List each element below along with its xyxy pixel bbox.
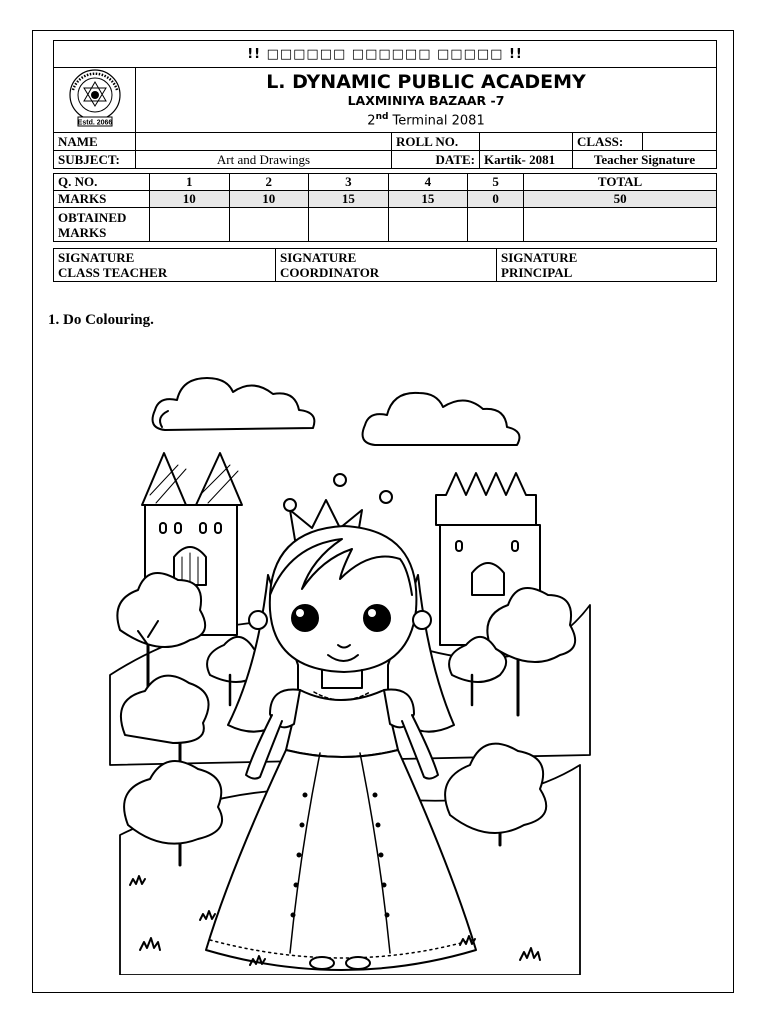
- marks-cell: 10: [150, 191, 230, 208]
- obtained-cell[interactable]: [524, 208, 717, 242]
- qno-label: Q. NO.: [54, 174, 150, 191]
- q-header: 2: [229, 174, 309, 191]
- logo-estd: Estd. 2066: [77, 119, 112, 127]
- terminal-title: 2nd Terminal 2081: [367, 111, 485, 129]
- school-name: L. DYNAMIC PUBLIC ACADEMY: [266, 70, 586, 93]
- roll-label: ROLL NO.: [392, 133, 480, 151]
- date-label: DATE:: [392, 151, 480, 169]
- marks-label: MARKS: [54, 191, 150, 208]
- subject-value: Art and Drawings: [136, 151, 392, 169]
- sig-principal: SIGNATURE PRINCIPAL: [497, 249, 717, 282]
- school-address: LAXMINIYA BAZAAR -7: [347, 92, 505, 108]
- header-table: [53, 40, 717, 169]
- name-label: NAME: [54, 133, 136, 151]
- q-header: 3: [309, 174, 389, 191]
- motto: !! □□□□□□ □□□□□□ □□□□□ !!: [54, 41, 717, 68]
- question-1: 1. Do Colouring.: [48, 312, 154, 328]
- signature-table: [53, 248, 717, 282]
- class-label: CLASS:: [573, 133, 643, 151]
- school-logo: [54, 68, 136, 133]
- marks-table: [53, 173, 717, 242]
- logo-emblem-icon: [64, 68, 126, 128]
- name-field[interactable]: [136, 133, 392, 151]
- marks-cell: 15: [309, 191, 389, 208]
- q-header: 1: [150, 174, 230, 191]
- roll-field[interactable]: [480, 133, 573, 151]
- date-value: Kartik- 2081: [480, 151, 573, 169]
- total-marks: 50: [524, 191, 717, 208]
- marks-cell: 15: [388, 191, 468, 208]
- marks-cell: 0: [468, 191, 524, 208]
- school-block: [136, 68, 717, 133]
- obtained-cell[interactable]: [150, 208, 230, 242]
- princess-coloring-icon: [100, 345, 600, 975]
- obtained-cell[interactable]: [468, 208, 524, 242]
- total-label: TOTAL: [524, 174, 717, 191]
- marks-cell: 10: [229, 191, 309, 208]
- q-header: 5: [468, 174, 524, 191]
- q-header: 4: [388, 174, 468, 191]
- obtained-label: OBTAINED MARKS: [54, 208, 150, 242]
- obtained-cell[interactable]: [309, 208, 389, 242]
- class-field[interactable]: [643, 133, 717, 151]
- obtained-cell[interactable]: [388, 208, 468, 242]
- obtained-cell[interactable]: [229, 208, 309, 242]
- subject-label: SUBJECT:: [54, 151, 136, 169]
- teacher-signature-label: Teacher Signature: [573, 151, 717, 169]
- sig-coordinator: SIGNATURE COORDINATOR: [276, 249, 497, 282]
- sig-class-teacher: SIGNATURE CLASS TEACHER: [54, 249, 276, 282]
